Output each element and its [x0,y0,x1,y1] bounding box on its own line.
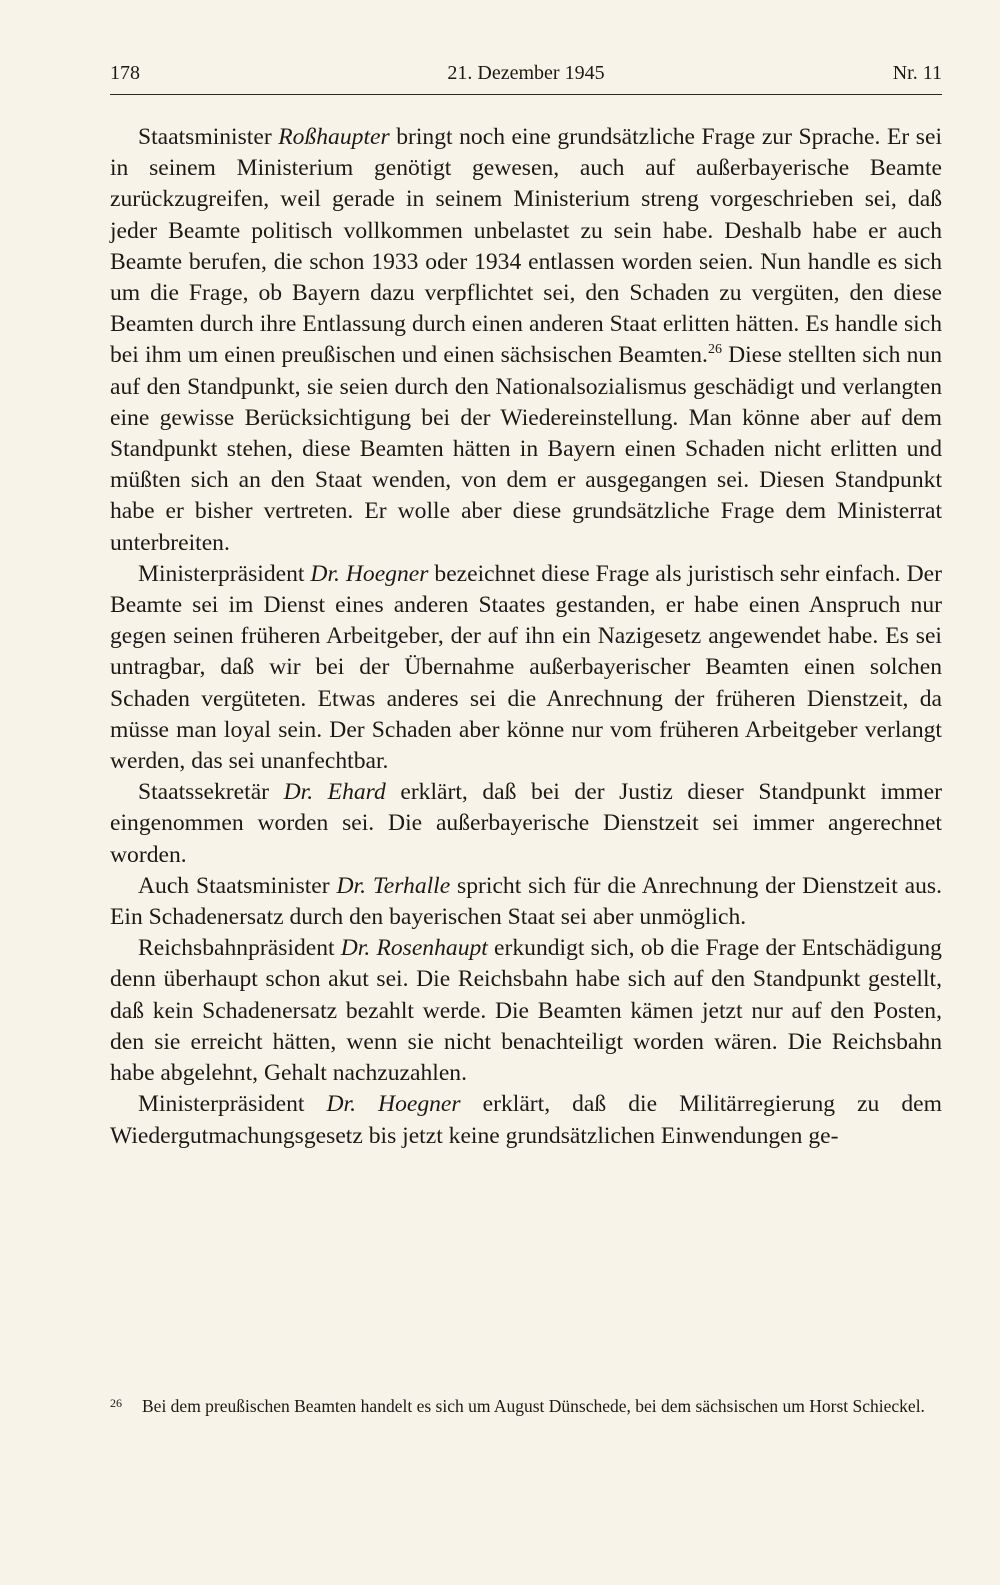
footnote-number: 26 [110,1396,122,1410]
paragraph: Auch Staatsminister Dr. Terhalle spricht sich für die Anrechnung der Dienstzeit aus. Ein Schadenersatz durch den bayerischen Staat sei aber unmöglich. [110,872,942,931]
paragraph: Reichsbahnpräsident Dr. Rosenhaupt erkundigt sich, ob die Frage der Entschädigung denn überhaupt schon akut sei. Die Reichsbahn habe sich auf den Standpunkt gestellt, daß kein Schadenersatz bezahlt werde. Die Beamten kämen jetzt nur auf den Posten, den sie erreicht hätten, wenn sie nicht benachteiligt worden wären. Die Reichsbahn habe abgelehnt, Gehalt nachzuzahlen. [110,935,942,1087]
speaker-name: Roßhaupter [278,124,390,150]
speaker-name: Dr. Rosenhaupt [340,935,488,962]
header-date: 21. Dezember 1945 [447,62,605,84]
paragraph: Ministerpräsident Dr. Hoegner erklärt, daß die Militärregierung zu dem Wiedergutmachungsgesetz bis jetzt keine grundsätzlichen Einwendungen ge- [110,1091,942,1149]
footnote-text: Bei dem preußischen Beamten handelt es sich um August Dünschede, bei dem sächsischen um Horst Schieckel. [142,1396,925,1416]
speaker-name: Dr. Hoegner [310,560,429,587]
footnote-ref[interactable]: 26 [707,342,722,358]
issue-number: Nr. 11 [892,62,942,84]
speaker-name: Dr. Hoegner [326,1091,461,1118]
speaker-name: Dr. Ehard [283,779,386,806]
speaker-name: Dr. Terhalle [336,872,451,899]
body-text [110,122,942,1152]
paragraph: Staatsminister Roßhaupter bringt noch eine grundsätzliche Frage zur Sprache. Er sei in seinem Ministerium genötigt gewesen, auch auf außerbayerische Beamte zurückzugreifen, weil gerade in seinem Ministerium streng vorgeschrieben sei, daß jeder Beamte politisch vollkommen unbelastet zu sein habe. Deshalb habe er auch Beamte berufen, die schon 1933 oder 1934 entlassen worden seien. Nun handle es sich um die Frage, ob Bayern dazu verpflichtet sei, den Schaden zu vergüten, den diese Beamten durch ihre Entlassung durch einen anderen Staat erlitten hätten. Es handle sich bei ihm um einen preußischen und einen sächsischen Beamten.$^{26}$ Diese stellten sich nun auf den Standpunkt, sie seien durch den Nationalsozialismus geschädigt und verlangten eine gewisse Berücksichtigung bei der Wiedereinstellung. Man könne aber auf dem Standpunkt stehen, diese Beamten hätten in Bayern einen Schaden nicht erlitten und müßten sich an den Staat wenden, von dem er ausgegangen sei. Diesen Standpunkt habe er bisher vertreten. Er wolle aber diese grundsätzliche Frage dem Ministerrat unterbreiten. [110,124,942,556]
paragraph: Ministerpräsident Dr. Hoegner bezeichnet diese Frage als juristisch sehr einfach. Der Beamte sei im Dienst eines anderen Staates gestanden, er habe einen Anspruch nur gegen seinen früheren Arbeitgeber, der auf ihn ein Nazigesetz angewendet habe. Es sei untragbar, daß wir bei der Übernahme außerbayerischer Beamten einen solchen Schaden vergüteten. Etwas anderes sei die Anrechnung der früheren Dienstzeit, da müsse man loyal sein. Der Schaden aber könne nur vom früheren Arbeitgeber verlangt werden, das sei unanfechtbar. [110,560,942,775]
running-header [110,62,942,95]
footnote [110,1394,942,1419]
paragraph: Staatssekretär Dr. Ehard erklärt, daß bei der Justiz dieser Standpunkt immer eingenommen worden sei. Die außerbayerische Dienstzeit sei immer angerechnet worden. [110,779,942,868]
page-number: 178 [110,62,140,84]
